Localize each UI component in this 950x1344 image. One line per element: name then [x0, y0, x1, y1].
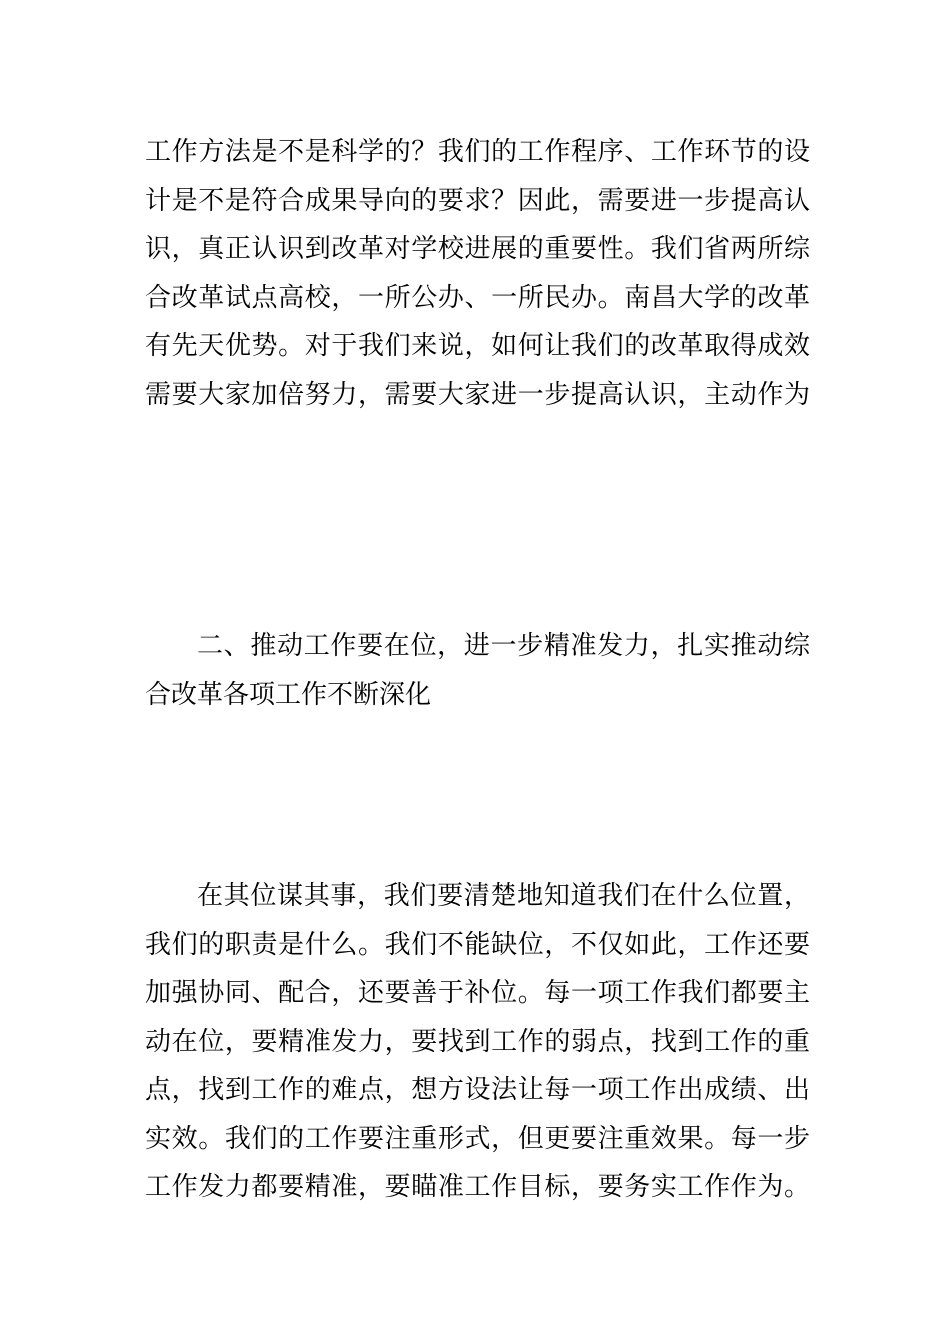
text-line: 在其位谋其事，我们要清楚地知道我们在什么位置，: [197, 881, 810, 911]
text-line: 加强协同、配合，还要善于补位。每一项工作我们都要主: [145, 978, 810, 1008]
text-line: 计是不是符合成果导向的要求？因此，需要进一步提高认: [145, 185, 810, 216]
section-heading: [145, 622, 810, 719]
text-line: 合改革试点高校，一所公办、一所民办。南昌大学的改革: [145, 282, 810, 313]
text-line: 动在位，要精准发力，要找到工作的弱点，找到工作的重: [145, 1026, 810, 1057]
text-line: 识，真正认识到改革对学校进展的重要性。我们省两所综: [145, 234, 810, 264]
body-paragraph: [145, 872, 810, 1212]
text-line: 点，找到工作的难点，想方设法让每一项工作出成绩、出: [145, 1075, 810, 1105]
text-line: 实效。我们的工作要注重形式，但更要注重效果。每一步: [145, 1123, 810, 1154]
text-line: 工作方法是不是科学的？我们的工作程序、工作环节的设: [145, 137, 810, 167]
text-line: 工作发力都要精准，要瞄准工作目标，要务实工作作为。: [145, 1172, 810, 1202]
text-line: 需要大家加倍努力，需要大家进一步提高认识，主动作为: [145, 379, 810, 410]
text-line: 有先天优势。对于我们来说，如何让我们的改革取得成效: [145, 331, 810, 361]
text-line: 我们的职责是什么。我们不能缺位，不仅如此，工作还要: [145, 929, 810, 960]
text-line: 二、推动工作要在位，进一步精准发力，扎实推动综: [197, 631, 810, 661]
body-paragraph: [145, 128, 810, 419]
text-line: 合改革各项工作不断深化: [145, 679, 432, 710]
